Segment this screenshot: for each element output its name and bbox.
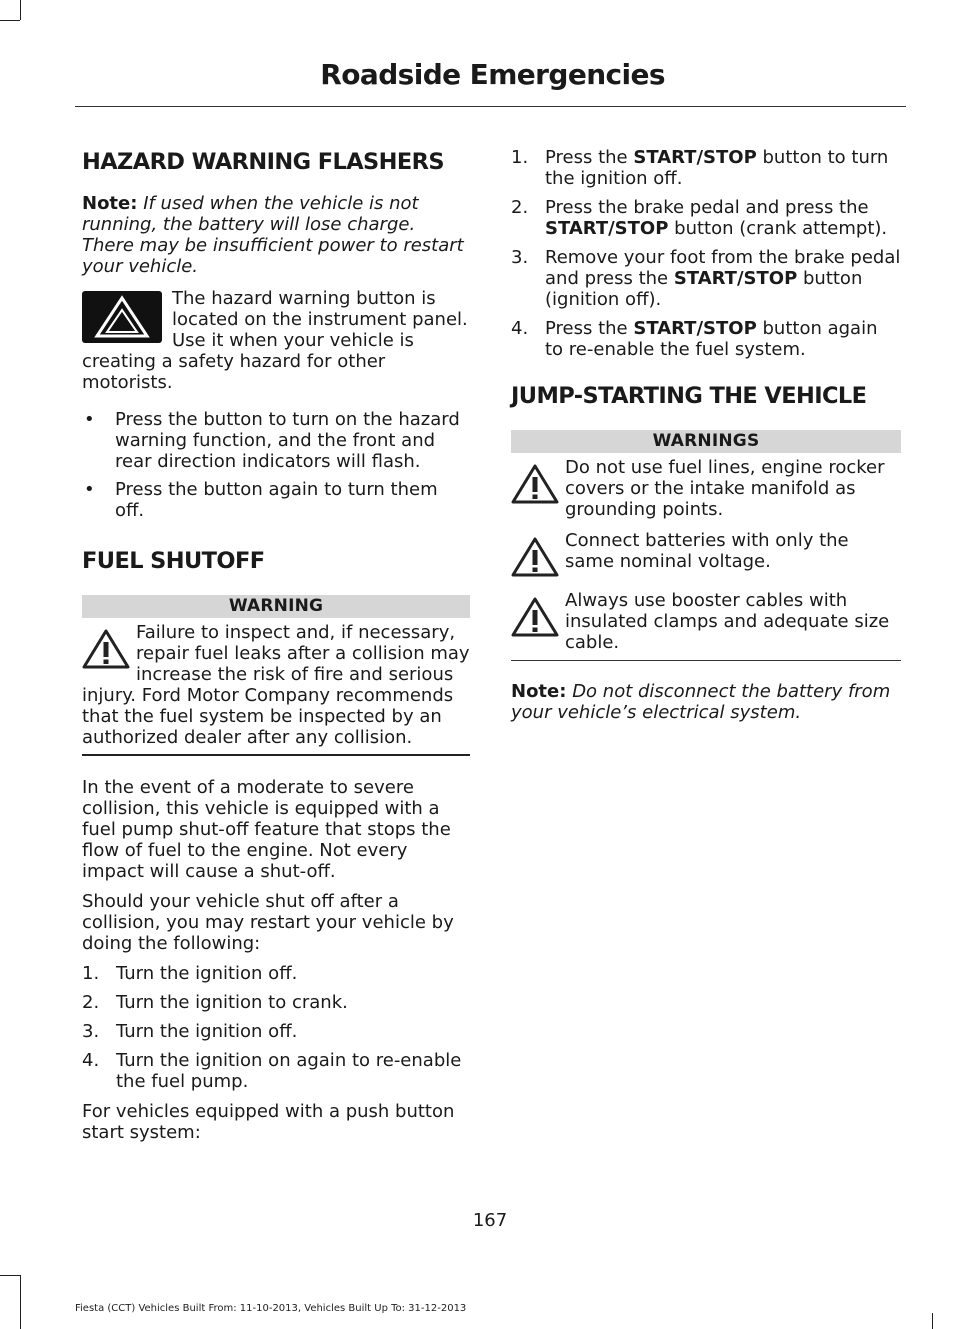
crop-mark xyxy=(0,20,20,21)
hazard-heading: HAZARD WARNING FLASHERS xyxy=(82,149,444,175)
warning-end-rule xyxy=(82,754,470,756)
jump-warning xyxy=(511,457,901,520)
hazard-triangle-icon xyxy=(82,291,162,343)
crop-mark xyxy=(20,1275,21,1329)
fuel-paragraph: Should your vehicle shut off after a collision, you may restart your vehicle by doing the following: xyxy=(82,891,454,954)
note-label: Note: xyxy=(511,681,567,702)
hazard-bullet-list xyxy=(82,409,470,521)
list-item: 4. Turn the ignition on again to re-enable the fuel pump. xyxy=(82,1050,462,1092)
warning-exclamation-icon xyxy=(82,628,130,670)
list-item: 4. Press the START/STOP button again to re-enable the fuel system. xyxy=(511,318,878,360)
page-title: Roadside Emergencies xyxy=(320,58,665,91)
right-column xyxy=(511,140,901,723)
page-number: 167 xyxy=(472,1210,508,1231)
list-item: • Press the button again to turn them off. xyxy=(84,479,438,521)
push-button-steps-list xyxy=(511,147,901,360)
list-item: 3. Turn the ignition off. xyxy=(82,1021,298,1042)
note-text: If used when the vehicle is not running, the battery will lose charge. There may be insufficient power to restart your vehicle. xyxy=(82,193,464,277)
fuel-heading: FUEL SHUTOFF xyxy=(82,548,265,574)
list-item: 1. Press the START/STOP button to turn the ignition off. xyxy=(511,147,889,189)
warning-exclamation-icon xyxy=(511,536,559,578)
jump-start-heading: JUMP-STARTING THE VEHICLE xyxy=(511,383,867,409)
header-divider xyxy=(75,106,906,107)
crop-mark xyxy=(932,1313,933,1329)
fuel-warning-text: Failure to inspect and, if necessary, repair fuel leaks after a collision may increase the risk of fire and serious injury. Ford Motor Company recommends that the fuel system be inspected by an authorized dealer after any collision. xyxy=(82,622,470,748)
list-item: 2. Press the brake pedal and press the START/STOP button (crank attempt). xyxy=(511,197,888,239)
fuel-paragraph: In the event of a moderate to severe collision, this vehicle is equipped with a fuel pump shut-off feature that stops the flow of fuel to the engine. Not every impact will cause a shut-off. xyxy=(82,777,451,882)
warnings-header: WARNINGS xyxy=(511,430,901,453)
jump-warning xyxy=(511,590,901,653)
list-item: • Press the button to turn on the hazard warning function, and the front and rear direction indicators will flash. xyxy=(84,409,460,472)
warning-header: WARNING xyxy=(82,595,470,618)
crop-mark xyxy=(20,0,21,20)
footer-text: Fiesta (CCT) Vehicles Built From: 11-10-2013, Vehicles Built Up To: 31-12-2013 xyxy=(75,1303,467,1314)
fuel-warning xyxy=(82,622,470,748)
list-item: 3. Remove your foot from the brake pedal and press the START/STOP button (ignition off). xyxy=(511,247,901,310)
warning-end-rule xyxy=(511,660,901,661)
list-item: 2. Turn the ignition to crank. xyxy=(82,992,348,1013)
jump-note xyxy=(511,681,901,723)
hazard-note xyxy=(82,193,470,277)
list-item: 1. Turn the ignition off. xyxy=(82,963,298,984)
fuel-steps-list xyxy=(82,963,470,1092)
note-text: Do not disconnect the battery from your vehicle’s electrical system. xyxy=(511,681,891,723)
left-column xyxy=(82,140,470,1143)
hazard-intro-text: The hazard warning button is located on the instrument panel. Use it when your vehicle is creating a safety hazard for other motorists. xyxy=(82,288,468,393)
fuel-paragraph: For vehicles equipped with a push button start system: xyxy=(82,1101,455,1143)
warning-exclamation-icon xyxy=(511,596,559,638)
crop-mark xyxy=(0,1275,20,1276)
warning-text: Always use booster cables with insulated clamps and adequate size cable. xyxy=(565,590,890,653)
note-label: Note: xyxy=(82,193,138,214)
jump-warning xyxy=(511,530,901,580)
warning-text: Do not use fuel lines, engine rocker covers or the intake manifold as grounding points. xyxy=(565,457,885,520)
hazard-intro-block xyxy=(82,288,470,393)
warning-text: Connect batteries with only the same nominal voltage. xyxy=(565,530,849,572)
warning-exclamation-icon xyxy=(511,463,559,505)
